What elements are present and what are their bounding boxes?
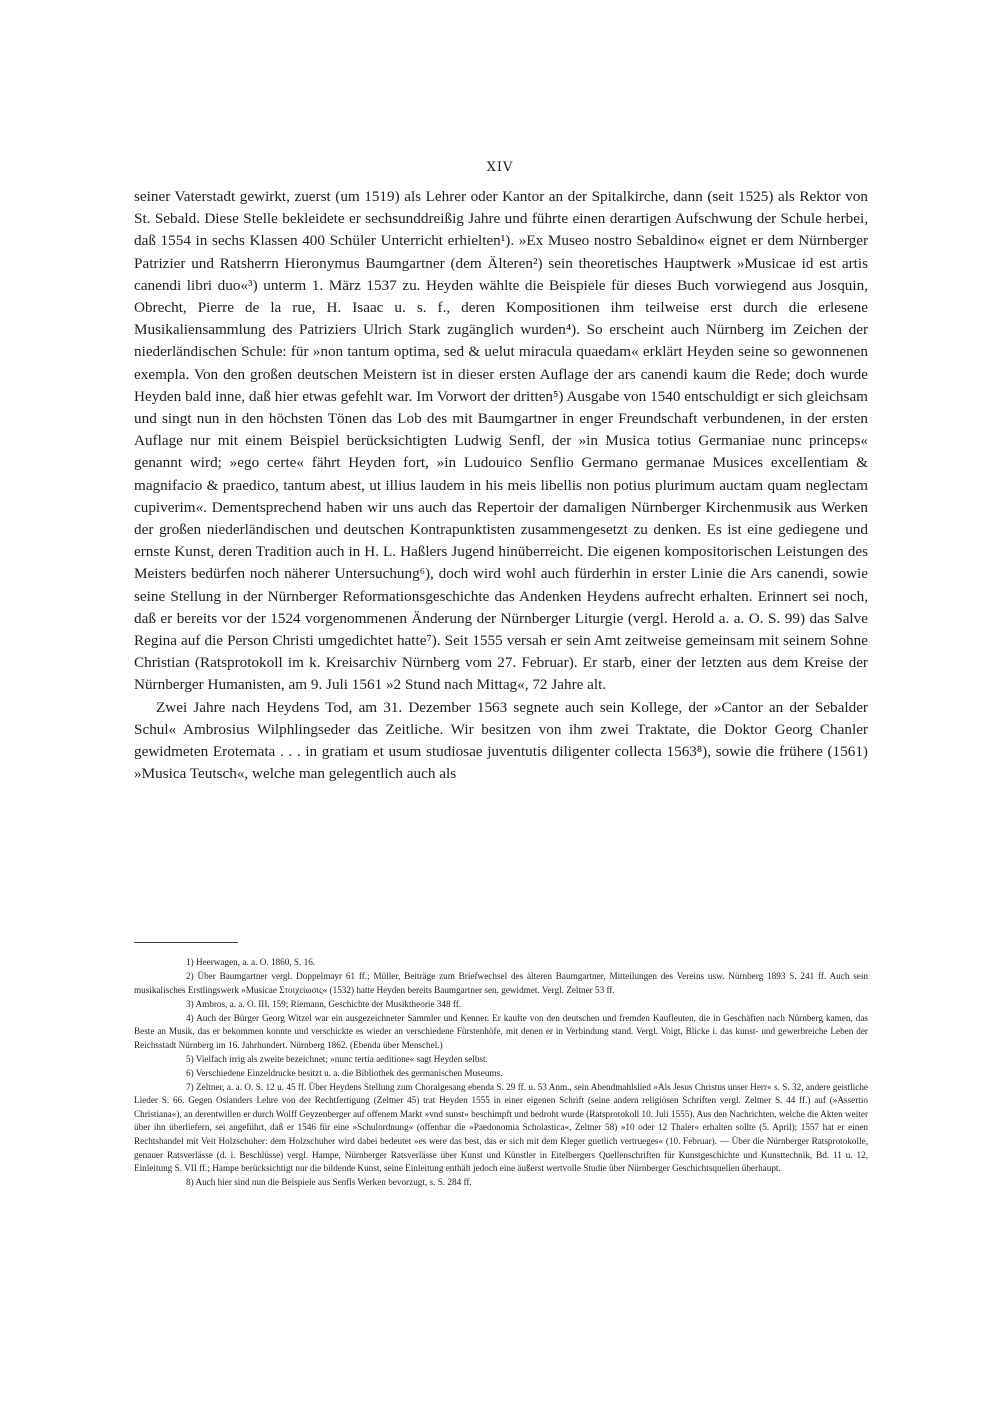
footnote-2: 2) Über Baumgartner vergl. Doppelmayr 61 ff.; Müller, Beiträge zum Briefwechsel des älteren Baumgartner, Mitteilungen des Vereins usw. Nürnberg 1893 S. 241 ff. Auch sein musikalisches Erstlingswerk »Musicae Στοιχείωσις« (1532) hatte Heyden bereits Baumgartner sen. gewidmet. Vergl. Zeltner 53 ff. (134, 970, 868, 995)
footnote-1: 1) Heerwagen, a. a. O. 1860, S. 16. (186, 957, 316, 967)
footnote-5: 5) Vielfach irrig als zweite bezeichnet; »nunc tertia aeditione« sagt Heyden selbst. (186, 1053, 488, 1064)
paragraph: seiner Vaterstadt gewirkt, zuerst (um 1519) als Lehrer oder Kantor an der Spitalkirche, dann (seit 1525) als Rektor von St. Sebald. Diese Stelle bekleidete er sechsunddreißig Jahre und führte einen derartigen Aufschwung der Schule herbei, daß 1554 in sechs Klassen 400 Schüler Unterricht erhielten¹). »Ex Museo nostro Sebaldino« eignet er dem Nürnberger Patrizier und Ratsherrn Hieronymus Baumgartner (dem Älteren²) sein theoretisches Hauptwerk »Musicae id est artis canendi libri duo«³) unterm 1. März 1537 zu. Heyden wählte die Beispiele für dieses Buch vorwiegend aus Josquin, Obrecht, Pierre de la rue, H. Isaac u. s. f., deren Kompositionen ihm teilweise erst durch die erlesene Musikaliensammlung des Patriziers Ulrich Stark zugänglich wurden⁴). So erscheint auch Nürnberg im Zeichen der niederländischen Schule: für »non tantum optima, sed & uelut miracula quaedam« erklärt Heyden seine so gewonnenen exempla. Von den großen deutschen Meistern ist in dieser ersten Auflage der ars canendi kaum die Rede; doch wurde Heyden bald inne, daß hier etwas gefehlt war. Im Vorwort der dritten⁵) Ausgabe von 1540 entschuldigt er sich gleichsam und singt nun in den höchsten Tönen das Lob des mit Baumgartner in enger Freundschaft verbundenen, in der ersten Auflage nur mit einem Beispiel berücksichtigten Ludwig Senfl, der »in Musica totius Germaniae nunc princeps« genannt wird; »ego certe« fährt Heyden fort, »in Ludouico Senflio Germano germanae Musices excellentiam & magnifacio & praedico, tantum abest, ut illius laudem in his meis libellis non potius plurimum auctam quam neglectam cupiverim«. Dementsprechend haben wir uns auch das Repertoir der damaligen Nürnberger Kirchenmusik aus Werken der großen niederländischen und deutschen Kontrapunktisten zusammengesetzt zu denken. Es ist eine gediegene und ernste Kunst, deren Tradition auch in H. L. Haßlers Jugend hinüberreicht. Die eigenen kompositorischen Leistungen des Meisters bedürfen noch näherer Untersuchung⁶), doch wird wohl auch fürderhin in erster Linie die Ars canendi, sowie seine Stellung in der Nürnberger Reformationsgeschichte das Andenken Heydens aufrecht erhalten. Erinnert sei noch, daß er bereits vor der 1524 vorgenommenen Änderung der Nürnberger Liturgie (vergl. Herold a. a. O. S. 99) das Salve Regina auf die Person Christi umgedichtet hatte⁷). Seit 1555 versah er sein Amt zeitweise gemeinsam mit seinem Sohne Christian (Ratsprotokoll im k. Kreisarchiv Nürnberg vom 27. Februar). Er starb, einer der letzten aus dem Kreise der Nürnberger Humanisten, am 9. Juli 1561 »2 Stund nach Mittag«, 72 Jahre alt. (134, 188, 868, 694)
footnote-6: 6) Verschiedene Einzeldrucke besitzt u. a. die Bibliothek des germanischen Museums. (186, 1067, 503, 1078)
footnote-7: 7) Zeltner, a. a. O. S. 12 u. 45 ff. Über Heydens Stellung zum Choralgesang ebenda S. 29 ff. u. 53 Anm., sein Abendmahlslied »Als Jesus Christus unser Herr« s. S. 32, andere geistliche Lieder S. 66. Gegen Osianders Lehre von der Rechtfertigung (Zeltner 45) trat Heyden 1555 in einer eigenen Schrift (seine andern religiösen Schriften vergl. Zeltner S. 44 ff.) auf (»Assertio Christiana«), an derentwillen er durch Wolff Geyzenberger auf offenem Markt »vnd sunst« beschimpft und bedroht wurde (Ratsprotokoll 10. Juli 1555). Aus den Nachrichten, welche die Akten weiter über ihn überliefern, sei angeführt, daß er 1546 für eine »Schulordnung« (offenbar die »Paedonomia Scholastica«, Zeltner 58) »10 oder 12 Thaler« erhalten sollte (5. April); 1557 hat er einen Rechtshandel mit Veit Holzschuher: dem Holzschuher wird dabei bedeutet »es were das best, das er sich mit dem Kleger guetlich vertrueges« (10. Februar). — Über die Nürnberger Ratsprotokolle, genauer Ratsverlässe (d. i. Beschlüsse) vergl. Hampe, Nürnberger Ratsverlässe über Kunst und Künstler in Eitelbergers Quellenschriften für Kunstgeschichte und Kunsttechnik, Bd. 11 u. 12, Einleitung S. VII ff.; Hampe berücksichtigt nur die bildende Kunst, seine Einleitung enthält jedoch eine äußerst wertvolle Studie über Nürnberger Geschichtsquellen überhaupt. (134, 1081, 868, 1174)
page-number: XIV (486, 160, 514, 175)
main-text (134, 186, 868, 785)
footnote-8: 8) Auch hier sind nun die Beispiele aus Senfls Werken bevorzugt, s. S. 284 ff. (186, 1177, 472, 1188)
footnote-separator (134, 942, 238, 943)
paragraph: Zwei Jahre nach Heydens Tod, am 31. Dezember 1563 segnete auch sein Kollege, der »Cantor an der Sebalder Schul« Ambrosius Wilphlingseder das Zeitliche. Wir besitzen von ihm zwei Traktate, die Doktor Georg Chanler gewidmeten Erotemata . . . in gratiam et usum studiosae juventutis diligenter collecta 1563⁸), sowie die frühere (1561) »Musica Teutsch«, welche man gelegentlich auch als (134, 698, 868, 783)
footnotes (134, 956, 868, 1190)
footnote-4: 4) Auch der Bürger Georg Witzel war ein ausgezeichneter Sammler und Kenner. Er kaufte von den deutschen und fremden Kaufleuten, die in Geschäften nach Nürnberg kamen, das Beste an Musik, das er bekommen konnte und verschickte es wieder an verschiedene Fürstenhöfe, mit denen er in Verbindung stand. Vergl. Voigt, Blicke i. das kunst- und gewerbreiche Leben der Reichsstadt Nürnberg im 16. Jahrhundert. Nürnberg 1862. (Ebenda über Menschel.) (134, 1012, 868, 1050)
footnote-3: 3) Ambros, a. a. O. III. 159; Riemann, Geschichte der Musiktheorie 348 ff. (186, 998, 462, 1009)
